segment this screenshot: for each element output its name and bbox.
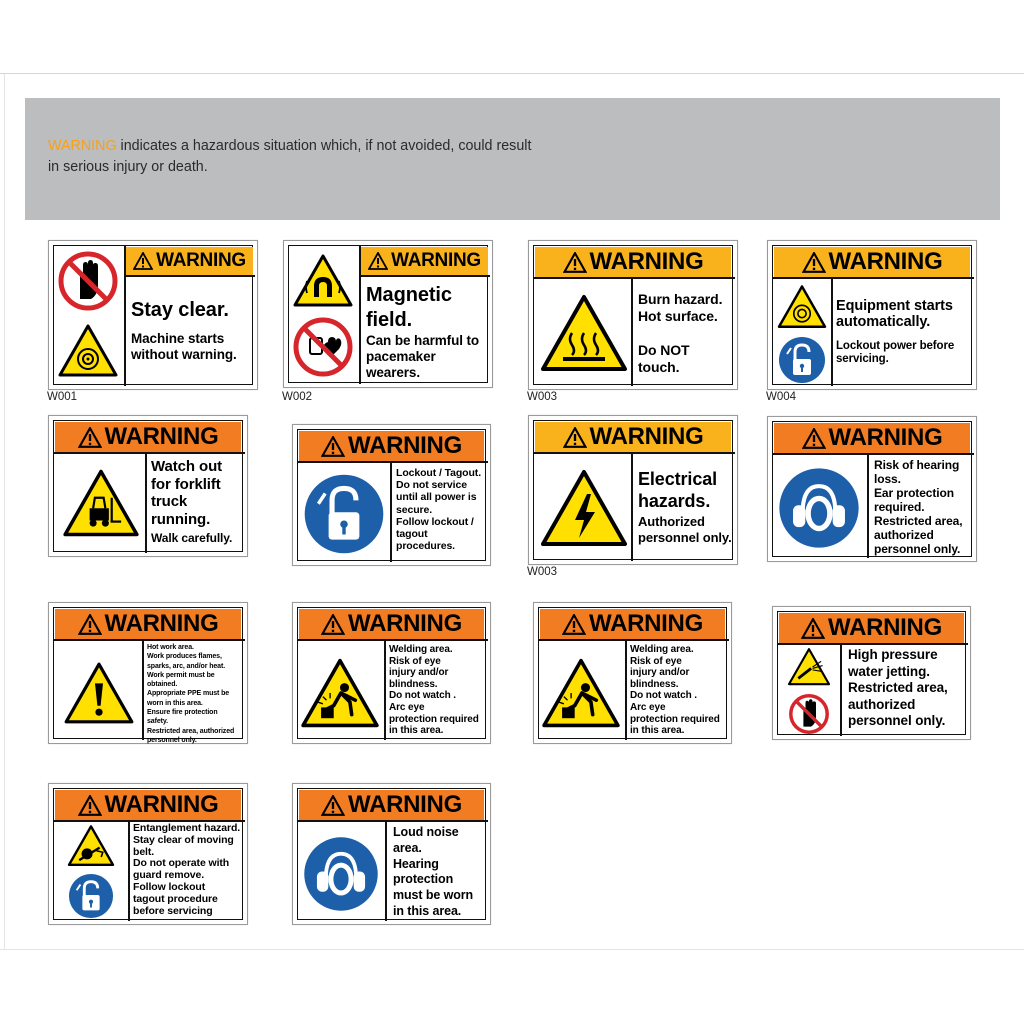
warning-triangle-icon: [801, 618, 825, 639]
warning-triangle-icon: [802, 252, 826, 273]
sign-code: W003: [527, 566, 558, 578]
sign-code: W004: [766, 391, 797, 403]
sign-header: WARNING: [126, 247, 253, 275]
warning-triangle-icon: [321, 614, 345, 635]
lockout-icon: [303, 473, 385, 555]
sign-header: WARNING: [55, 609, 241, 639]
rotating-hazard-icon: [57, 323, 119, 379]
magnetic-field-icon: [292, 253, 354, 309]
warning-sign-water-jetting: [772, 606, 971, 740]
sign-header: WARNING: [535, 247, 731, 277]
sign-text: Entanglement hazard. Stay clear of moving belt. Do not operate with guard remove. Follow lockout tagout procedure before servicing: [133, 822, 241, 917]
warning-triangle-icon: [321, 436, 345, 457]
sign-text: Welding area. Risk of eye injury and/or blindness. Do not watch . Arc eye protection required in this area.: [389, 644, 479, 737]
sign-text: Lockout power before servicing.: [836, 340, 955, 365]
sign-text: Burn hazard. Hot surface. Do NOT touch.: [638, 291, 723, 375]
warning-sign-entanglement: [48, 783, 248, 925]
sign-title: Electrical hazards.: [638, 469, 718, 511]
sign-code: W001: [47, 391, 78, 403]
left-divider: [4, 74, 5, 950]
sign-header: WARNING: [361, 247, 488, 275]
warning-triangle-icon: [368, 252, 388, 270]
warning-sign-hearing-loss: [767, 416, 977, 562]
general-warning-icon: [63, 661, 135, 725]
warning-definition-banner: [25, 98, 1000, 220]
warning-triangle-icon: [78, 614, 102, 635]
welding-hazard-icon: [540, 657, 622, 729]
warning-sign-stay-clear: [47, 240, 258, 403]
lockout-icon: [778, 336, 826, 384]
auto-start-icon: [776, 284, 828, 330]
sign-title: Equipment starts automatically.: [836, 298, 953, 330]
sign-code: W002: [282, 391, 313, 403]
warning-triangle-icon: [133, 252, 153, 270]
warning-triangle-icon: [78, 795, 102, 816]
sign-header: WARNING: [774, 247, 970, 277]
banner-line-1: WARNING indicates a hazardous situation which, if not avoided, could result: [48, 138, 532, 154]
warning-sign-burn-hazard: [527, 240, 738, 403]
sign-code: W003: [527, 391, 558, 403]
sign-text: High pressure water jetting. Restricted area, authorized personnel only.: [848, 647, 948, 729]
sign-header: WARNING: [779, 613, 964, 643]
sign-title: Magnetic field.: [366, 284, 452, 331]
warning-triangle-icon: [321, 795, 345, 816]
warning-triangle-icon: [563, 427, 587, 448]
warning-sign-lockout-tagout: [292, 424, 491, 566]
warning-triangle-icon: [802, 428, 826, 449]
hot-surface-icon: [539, 293, 629, 373]
sign-note: Walk carefully.: [151, 531, 233, 545]
sign-text: Machine starts without warning.: [131, 331, 237, 362]
warning-sign-equipment-starts: [766, 240, 977, 403]
electrical-hazard-icon: [539, 468, 629, 548]
sign-text: Authorized personnel only.: [638, 514, 732, 545]
sign-header: WARNING: [774, 423, 970, 453]
warning-sign-hot-work: [48, 602, 248, 744]
water-jet-icon: [786, 647, 832, 687]
forklift-icon: [61, 468, 141, 538]
sign-header: WARNING: [535, 422, 731, 452]
sign-text: Can be harmful to pacemaker wearers.: [366, 333, 480, 380]
banner-keyword: WARNING: [48, 138, 117, 154]
warning-sign-loud-noise: [292, 783, 491, 925]
sign-text: Lockout / Tagout. Do not service until all power is secure. Follow lockout / tagout procedures.: [396, 467, 482, 553]
top-divider: [0, 73, 1024, 74]
warning-sign-magnetic-field: [282, 240, 493, 403]
sign-header: WARNING: [55, 422, 241, 452]
ear-protection-icon: [303, 836, 379, 912]
sign-text: Risk of hearing loss. Ear protection required. Restricted area, authorized personnel only.: [874, 458, 963, 556]
sign-header: WARNING: [55, 790, 241, 820]
sign-text: Welding area. Risk of eye injury and/or blindness. Do not watch . Arc eye protection required in this area.: [630, 644, 720, 737]
warning-sign-welding: [533, 602, 732, 744]
sign-text: Watch out for forklift truck running.: [151, 458, 223, 528]
sign-header: WARNING: [540, 609, 725, 639]
bottom-divider: [0, 949, 1024, 950]
ear-protection-icon: [778, 467, 860, 549]
warning-sign-electrical: [527, 415, 738, 578]
warning-sign-welding: [292, 602, 491, 744]
welding-hazard-icon: [299, 657, 381, 729]
sign-header: WARNING: [299, 609, 484, 639]
sign-title: Stay clear.: [131, 299, 229, 321]
sign-text: Loud noise area. Hearing protection must be worn in this area.: [393, 825, 474, 918]
warning-sign-forklift: [48, 415, 248, 557]
warning-triangle-icon: [78, 427, 102, 448]
no-hand-icon: [788, 693, 830, 735]
warning-triangle-icon: [562, 614, 586, 635]
no-touch-icon: [58, 251, 118, 311]
sign-header: WARNING: [299, 790, 484, 820]
no-pacemaker-icon: [292, 316, 354, 378]
entanglement-icon: [66, 824, 116, 868]
banner-line-2: in serious injury or death.: [48, 159, 208, 175]
warning-triangle-icon: [563, 252, 587, 273]
sign-header: WARNING: [299, 431, 484, 461]
sign-text: Hot work area. Work produces flames, sparks, arc, and/or heat. Work permit must be obtained. Appropriate PPE must be worn in this area. Ensure fire protection safety. Restricted area, authorized personnel only.: [147, 644, 235, 744]
lockout-icon: [68, 873, 114, 919]
